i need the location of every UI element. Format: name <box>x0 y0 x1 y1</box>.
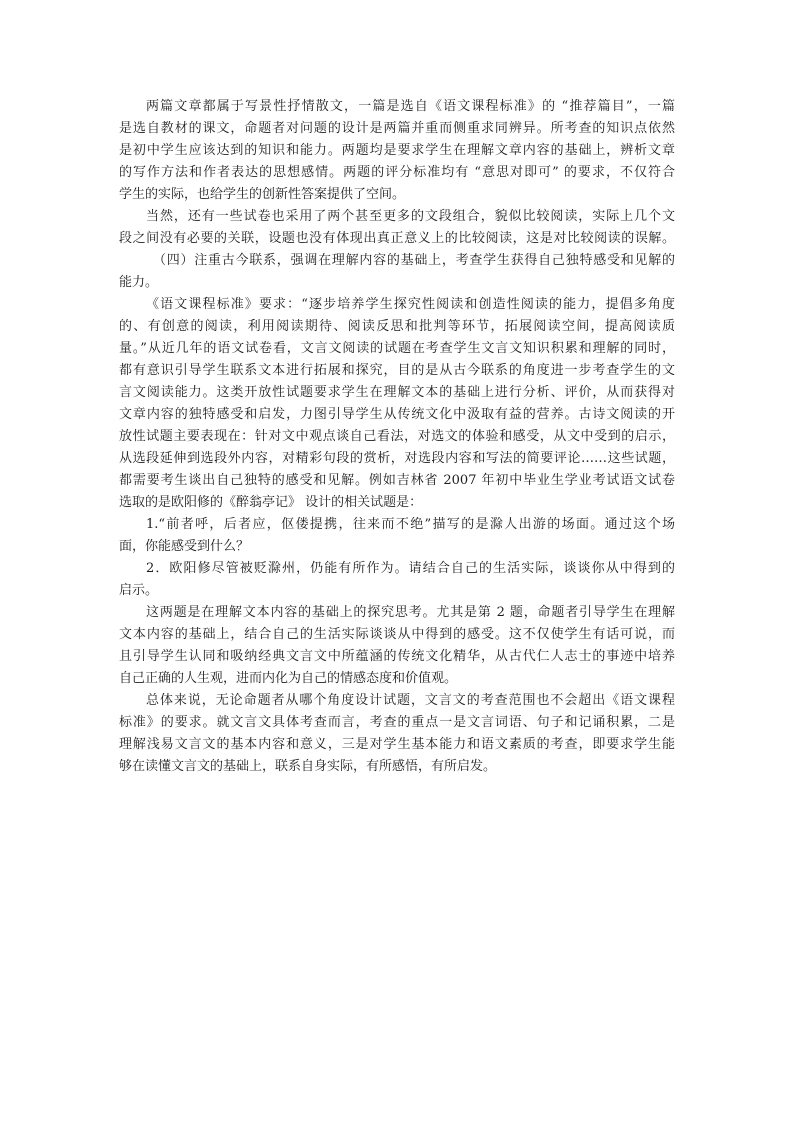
text-line: 都有意识引导学生联系文本进行拓展和探究，目的是从古今联系的角度进一步考查学生的文 <box>119 363 675 378</box>
text-line: 当然，还有一些试卷也采用了两个甚至更多的文段组合，貌似比较阅读，实际上几个文 <box>146 209 675 224</box>
text-line: 两篇文章都属于写景性抒情散文，一篇是选自《语文课程标准》的 “推荐篇目”，一篇 <box>146 99 675 114</box>
text-line: 量。”从近几年的语文试卷看，文言文阅读的试题在考查学生文言文知识积累和理解的同时， <box>119 341 675 356</box>
text-line: 是初中学生应该达到的知识和能力。两题均是要求学生在理解文章内容的基础上，辨析文章 <box>119 143 675 158</box>
text-line: 且引导学生认同和吸纳经典文言文中所蕴涵的传统文化精华，从古代仁人志士的事迹中培养 <box>119 649 675 664</box>
text-line: 段之间没有必要的关联，设题也没有体现出真正意义上的比较阅读，这是对比较阅读的误解。 <box>119 231 675 246</box>
section-heading: 能力。 <box>119 275 159 290</box>
text-line: 文章内容的独特感受和启发，力图引导学生从传统文化中汲取有益的营养。古诗文阅读的开 <box>119 407 675 422</box>
text-line: 学生的实际，也给学生的创新性答案提供了空间。 <box>119 187 406 202</box>
text-line: 选取的是欧阳修的《醉翁亭记》 设计的相关试题是： <box>119 495 423 510</box>
question-line: 2．欧阳修尽管被贬滁州，仍能有所作为。请结合自己的生活实际，谈谈你从中得到的 <box>146 561 675 576</box>
text-line: 总体来说，无论命题者从哪个角度设计试题，文言文的考查范围也不会超出《语文课程 <box>146 693 675 708</box>
text-line: 是选自教材的课文，命题者对问题的设计是两篇并重而侧重求同辨异。所考查的知识点依然 <box>119 121 675 136</box>
question-line: 面，你能感受到什么？ <box>119 539 250 554</box>
question-line: 启示。 <box>119 583 159 598</box>
text-line: 自己正确的人生观，进而内化为自己的情感态度和价值观。 <box>119 671 458 686</box>
text-line: 标准》的要求。就文言文具体考查而言，考查的重点一是文言词语、句子和记诵积累，二是 <box>119 715 675 730</box>
text-line: 言文阅读能力。这类开放性试题要求学生在理解文本的基础上进行分析、评价，从而获得对 <box>119 385 675 400</box>
section-heading: （四）注重古今联系，强调在理解内容的基础上，考查学生获得自己独特感受和见解的 <box>153 253 675 268</box>
text-line: 《语文课程标准》要求：“逐步培养学生探究性阅读和创造性阅读的能力，提倡多角度 <box>146 297 675 312</box>
text-line: 这两题是在理解文本内容的基础上的探究思考。尤其是第 2 题，命题者引导学生在理解 <box>146 605 675 620</box>
text-line: 的、有创意的阅读，利用阅读期待、阅读反思和批判等环节，拓展阅读空间，提高阅读质 <box>119 319 675 334</box>
text-line: 文本内容的基础上，结合自己的生活实际谈谈从中得到的感受。这不仅使学生有话可说，而 <box>119 627 675 642</box>
text-line: 的写作方法和作者表达的思想感情。两题的评分标准均有 “意思对即可” 的要求，不仅符合 <box>119 165 675 180</box>
text-line: 理解浅易文言文的基本内容和意义，三是对学生基本能力和语文素质的考查，即要求学生能 <box>119 737 675 752</box>
text-line: 都需要考生谈出自己独特的感受和见解。例如吉林省 2007 年初中毕业生学业考试语文试卷 <box>119 473 675 488</box>
text-line: 从选段延伸到选段外内容，对精彩句段的赏析，对选段内容和写法的简要评论……这些试题， <box>119 451 675 466</box>
text-line: 放性试题主要表现在：针对文中观点谈自己看法，对选文的体验和感受，从文中受到的启示， <box>119 429 675 444</box>
text-line: 够在读懂文言文的基础上，联系自身实际，有所感悟，有所启发。 <box>119 759 497 774</box>
question-line: 1.“前者呼，后者应，伛偻提携，往来而不绝”描写的是滁人出游的场面。通过这个场 <box>146 517 675 532</box>
